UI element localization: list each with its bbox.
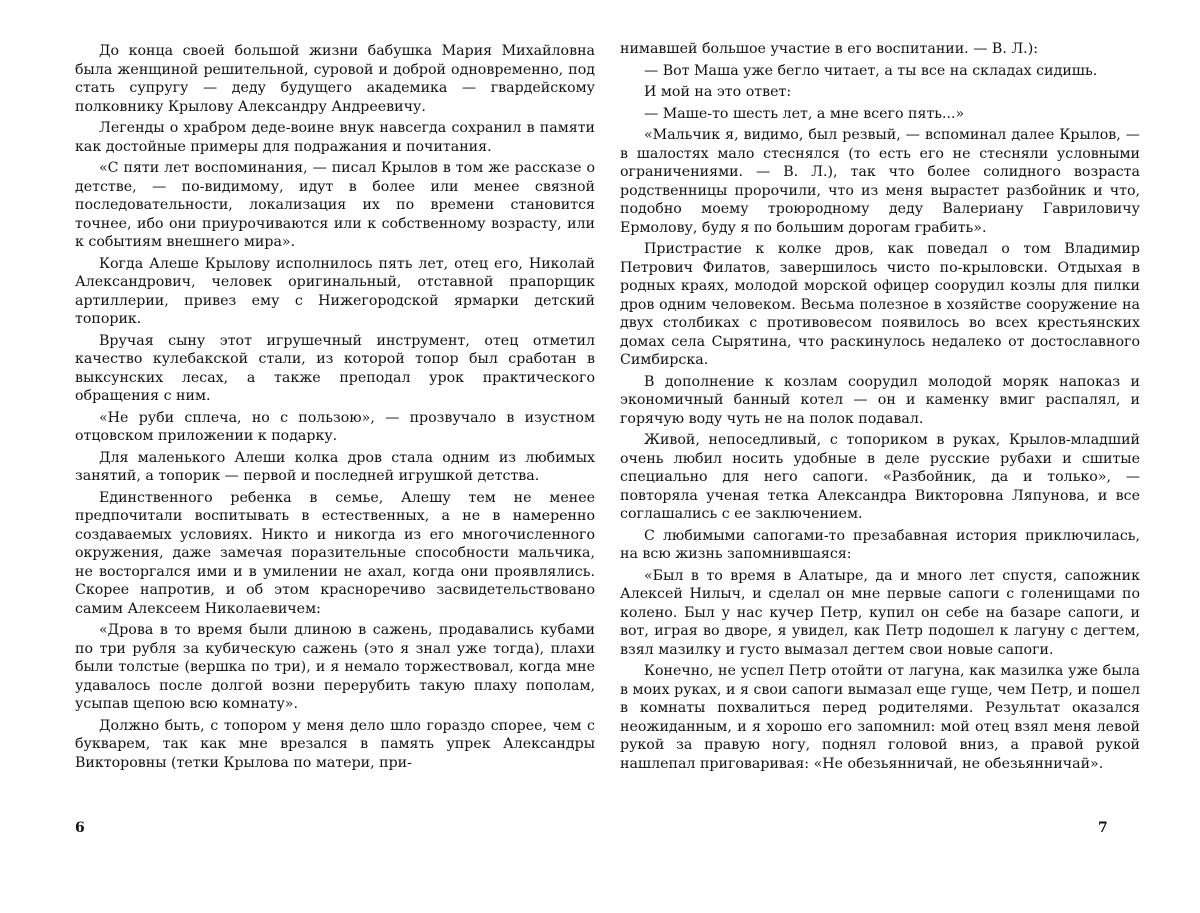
paragraph: В дополнение к козлам соорудил молодой моряк напоказ и экономичный банный котел — он и каменку вмиг распалял, и горячую воду чуть не на полок подавал. <box>620 373 1140 429</box>
paragraph: Когда Алеше Крылову исполнилось пять лет, отец его, Николай Александрович, человек оригинальный, отставной прапорщик артиллерии, привез ему с Нижегородской ярмарки детский топорик. <box>75 255 595 329</box>
page-number: 7 <box>1098 820 1108 836</box>
paragraph: «Дрова в то время были длиною в сажень, продавались кубами по три рубля за кубическую сажень (это я знал уже тогда), плахи были толстые (вершка по три), и я немало торжествовал, когда мне удавалось после долгой возни перерубить такую плаху пополам, усыпав щепою всю комнату». <box>75 621 595 714</box>
paragraph: — Маше-то шесть лет, а мне всего пять...» <box>620 105 1140 124</box>
paragraph: Единственного ребенка в семье, Алешу тем не менее предпочитали воспитывать в естественных, а не в намеренно создаваемых условиях. Никто и никогда из его многочисленного окружения, даже замечая поразительные способности мальчика, не восторгался ими и в умилении не ахал, когда они проявлялись. Скорее напротив, и об этом красноречиво засвидетельствовано самим Алексеем Николаевичем: <box>75 489 595 619</box>
paragraph: Пристрастие к колке дров, как поведал о том Владимир Петрович Филатов, завершилось чисто по-крыловски. Отдыхая в родных краях, молодой морской офицер соорудил козлы для пилки дров одним человеком. Весьма полезное в хозяйстве сооружение на двух столбиках с противовесом появилось во всех крестьянских домах села Сырятина, что раскинулось недалеко от достославного Симбирска. <box>620 240 1140 370</box>
paragraph: И мой на это ответ: <box>620 83 1140 102</box>
paragraph: «С пяти лет воспоминания, — писал Крылов в том же рассказе о детстве, — по-видимому, идут в более или менее связной последовательности, локализация их по времени становится точнее, ибо они приурочиваются или к собственному возрасту, или к событиям внешнего мира». <box>75 159 595 252</box>
paragraph: «Был в то время в Алатыре, да и много лет спустя, сапожник Алексей Нилыч, и сделал он мне первые сапоги с голенищами по колено. Был у нас кучер Петр, купил он себе на базаре сапоги, и вот, играя во дворе, я увидел, как Петр подошел к лагуну с дегтем, взял мазилку и густо вымазал дегтем свои новые сапоги. <box>620 567 1140 660</box>
paragraph: — Вот Маша уже бегло читает, а ты все на складах сидишь. <box>620 62 1140 81</box>
paragraph: Для маленького Алеши колка дров стала одним из любимых занятий, а топорик — первой и последней игрушкой детства. <box>75 449 595 486</box>
paragraph: Конечно, не успел Петр отойти от лагуна, как мазилка уже была в моих руках, и я свои сапоги вымазал еще гуще, чем Петр, и пошел в комнаты похвалиться перед родителями. Результат оказался неожиданным, и я хорошо его запомнил: мой отец взял меня левой рукой за правую ногу, поднял головой вниз, а правой рукой нашлепал приговаривая: «Не обезьянничай, не обезьянничай». <box>620 662 1140 773</box>
paragraph: «Не руби сплеча, но с пользою», — прозвучало в изустном отцовском приложении к подарку. <box>75 409 595 446</box>
paragraph: До конца своей большой жизни бабушка Мария Михайловна была женщиной решительной, суровой и доброй одновременно, под стать супругу — деду будущего академика — гвардейскому полковнику Крылову Александру Андреевичу. <box>75 42 595 116</box>
page-number: 6 <box>75 820 85 836</box>
right-page-text <box>620 40 1140 776</box>
book-spread <box>0 0 1200 913</box>
paragraph: Живой, непоседливый, с топориком в руках, Крылов-младший очень любил носить удобные в деле русские рубахи и сшитые специально для него сапоги. «Разбойник, да и только», — повторяла ученая тетка Александра Викторовна Ляпунова, и все соглашались с ее заключением. <box>620 431 1140 524</box>
paragraph: нимавшей большое участие в его воспитании. — В. Л.): <box>620 40 1140 59</box>
paragraph: «Мальчик я, видимо, был резвый, — вспоминал далее Крылов, — в шалостях мало стеснялся (то есть его не стесняли условными ограничениями. — В. Л.), так что более солидного возраста родственницы пророчили, что из меня вырастет разбойник и что, подобно моему троюродному деду Валериану Гавриловичу Ермолову, буду я по большим дорогам грабить». <box>620 126 1140 237</box>
paragraph: Должно быть, с топором у меня дело шло гораздо спорее, чем с букварем, так как мне врезался в память упрек Александры Викторовны (тетки Крылова по матери, при- <box>75 717 595 773</box>
paragraph: Легенды о храбром деде-воине внук навсегда сохранил в памяти как достойные примеры для подражания и почитания. <box>75 119 595 156</box>
left-page-text <box>75 42 595 775</box>
paragraph: С любимыми сапогами-то презабавная история приключилась, на всю жизнь запомнившаяся: <box>620 527 1140 564</box>
paragraph: Вручая сыну этот игрушечный инструмент, отец отметил качество кулебакской стали, из которой топор был сработан в выксунских лесах, а также преподал урок практического обращения с ним. <box>75 332 595 406</box>
